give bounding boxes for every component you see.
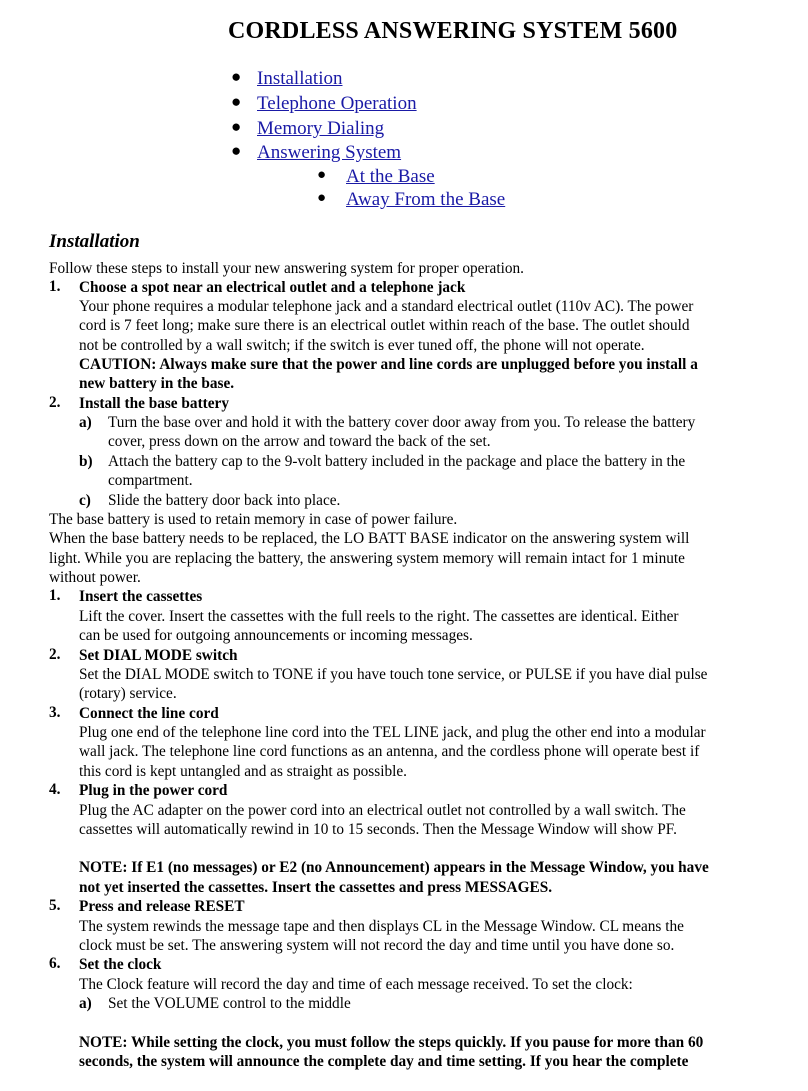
body-line: light. While you are replacing the battery, the answering system memory will remain intact for 1 minute	[49, 550, 685, 567]
caution-line: CAUTION: Always make sure that the power and line cords are unplugged before you install a	[79, 356, 698, 373]
toc-item-installation[interactable]	[231, 67, 343, 90]
step-title: Press and release RESET	[79, 898, 245, 915]
step-title: Connect the line cord	[79, 705, 219, 722]
note-line: NOTE: While setting the clock, you must follow the steps quickly. If you pause for more than 60	[79, 1034, 704, 1051]
body-line: The base battery is used to retain memory in case of power failure.	[49, 511, 458, 528]
body-line: The Clock feature will record the day and time of each message received. To set the clock:	[79, 976, 633, 993]
body-line: cassettes will automatically rewind in 10 to 15 seconds. Then the Message Window will show PF.	[79, 821, 677, 838]
toc-link[interactable]: Installation	[257, 68, 343, 89]
step-title: Choose a spot near an electrical outlet and a telephone jack	[79, 279, 466, 296]
toc-item-away-from-base[interactable]	[317, 189, 506, 211]
bullet-icon: ●	[231, 92, 242, 111]
step-number: 3.	[49, 704, 61, 721]
body-line: without power.	[49, 569, 141, 586]
step-title: Install the base battery	[79, 395, 229, 412]
body-line: not be controlled by a wall switch; if the switch is ever tuned off, the phone will not operate.	[79, 337, 645, 354]
note-line: seconds, the system will announce the complete day and time setting. If you hear the complete	[79, 1053, 689, 1070]
toc-item-telephone-operation[interactable]	[231, 92, 417, 115]
body-line: Set the VOLUME control to the middle	[108, 995, 351, 1012]
body-line: Your phone requires a modular telephone jack and a standard electrical outlet (110v AC). The power	[79, 298, 694, 315]
step-title: Set DIAL MODE switch	[79, 647, 238, 664]
step-title: Insert the cassettes	[79, 588, 203, 605]
body-line: Turn the base over and hold it with the battery cover door away from you. To release the battery	[108, 414, 696, 431]
body-line: cover, press down on the arrow and toward the back of the set.	[108, 433, 491, 450]
body-line: The system rewinds the message tape and then displays CL in the Message Window. CL means the	[79, 918, 684, 935]
step-number: 4.	[49, 781, 61, 798]
document-title: CORDLESS ANSWERING SYSTEM 5600	[228, 18, 678, 44]
step-number: 1.	[49, 278, 61, 295]
bullet-icon: ●	[231, 117, 242, 136]
sub-letter: b)	[79, 453, 93, 470]
body-line: Plug one end of the telephone line cord into the TEL LINE jack, and plug the other end into a modular	[79, 724, 706, 741]
bullet-icon: ●	[231, 67, 242, 86]
body-line: Plug the AC adapter on the power cord into an electrical outlet not controlled by a wall switch. The	[79, 802, 686, 819]
body-line: Set the DIAL MODE switch to TONE if you have touch tone service, or PULSE if you have dial pulse	[79, 666, 708, 683]
toc-item-memory-dialing[interactable]	[231, 117, 385, 140]
caution-line: new battery in the base.	[79, 375, 235, 392]
step-number: 2.	[49, 646, 61, 663]
body-line: clock must be set. The answering system will not record the day and time until you have done so.	[79, 937, 675, 954]
bullet-icon: ●	[317, 167, 327, 183]
step-title: Plug in the power cord	[79, 782, 228, 799]
toc-link[interactable]: Answering System	[257, 142, 402, 163]
toc-link[interactable]: Away From the Base	[346, 189, 506, 210]
toc-item-at-the-base[interactable]	[317, 166, 435, 188]
step-number: 1.	[49, 587, 61, 604]
toc-item-answering-system[interactable]	[231, 141, 402, 164]
body-line: can be used for outgoing announcements or incoming messages.	[79, 627, 473, 644]
body-line: cord is 7 feet long; make sure there is an electrical outlet within reach of the base. The outlet should	[79, 317, 690, 334]
body-line: (rotary) service.	[79, 685, 177, 702]
step-number: 6.	[49, 955, 61, 972]
toc-link[interactable]: Telephone Operation	[257, 93, 417, 114]
body-line: Slide the battery door back into place.	[108, 492, 341, 509]
step-number: 5.	[49, 897, 61, 914]
toc-link[interactable]: Memory Dialing	[257, 118, 385, 139]
intro-text: Follow these steps to install your new answering system for proper operation.	[49, 260, 524, 277]
body-line: compartment.	[108, 472, 193, 489]
sub-letter: a)	[79, 995, 92, 1012]
body-line: Attach the battery cap to the 9-volt battery included in the package and place the battery in the	[108, 453, 686, 470]
body-line: this cord is kept untangled and as straight as possible.	[79, 763, 407, 780]
bullet-icon: ●	[231, 141, 242, 160]
bullet-icon: ●	[317, 190, 327, 206]
sub-letter: a)	[79, 414, 92, 431]
note-line: not yet inserted the cassettes. Insert the cassettes and press MESSAGES.	[79, 879, 553, 896]
body-line: Lift the cover. Insert the cassettes with the full reels to the right. The cassettes are identical. Either	[79, 608, 679, 625]
section-heading: Installation	[49, 231, 140, 252]
step-number: 2.	[49, 394, 61, 411]
step-title: Set the clock	[79, 956, 162, 973]
body-line: When the base battery needs to be replaced, the LO BATT BASE indicator on the answering system will	[49, 530, 690, 547]
toc-link[interactable]: At the Base	[346, 166, 435, 187]
sub-letter: c)	[79, 492, 91, 509]
body-line: wall jack. The telephone line cord functions as an antenna, and the cordless phone will operate best if	[79, 743, 700, 760]
note-line: NOTE: If E1 (no messages) or E2 (no Announcement) appears in the Message Window, you have	[79, 859, 709, 876]
